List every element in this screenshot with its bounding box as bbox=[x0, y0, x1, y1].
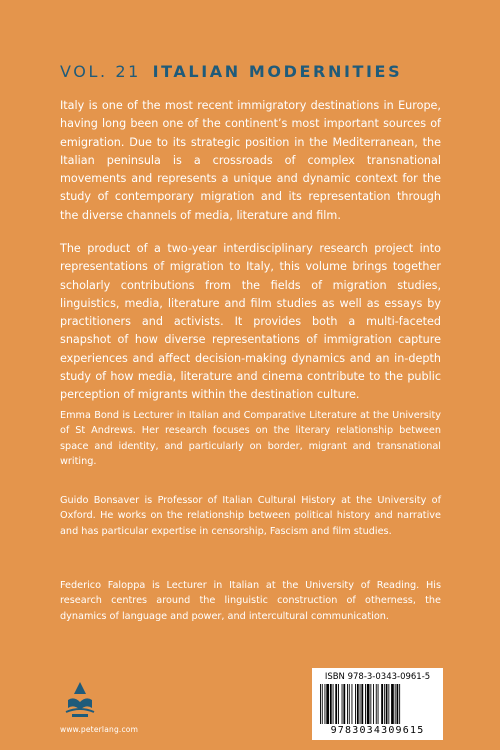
barcode-bar bbox=[361, 684, 363, 724]
barcode-bar bbox=[343, 684, 345, 724]
blurb-paragraph: The product of a two-year interdisciplinary research project into representations of migration to Italy, this volume brings together scholarly contributions from the fields of migration studies, linguistics, media, literature and film studies as well as essays by practitioners and activists. It provides both a multi-faceted snapshot of how diverse representations of immigration capture experiences and affect decision-making dynamics and an in-depth study of how media, literature and cinema contribute to the public perception of migrants within the destination culture. bbox=[60, 242, 441, 402]
barcode-bar bbox=[333, 684, 334, 724]
barcode-bar bbox=[326, 684, 329, 724]
barcode-bars bbox=[320, 684, 435, 724]
editor-bio: Emma Bond is Lecturer in Italian and Comparative Literature at the University of St Andrews. Her research focuses on the literary relationship between space and identity, and particularly on border, migrant and transnational writing. bbox=[60, 410, 441, 467]
ean-number: 9783034309615 bbox=[330, 725, 425, 736]
barcode-bar bbox=[352, 684, 353, 724]
barcode-bar bbox=[325, 684, 326, 724]
editor-bio: Guido Bonsaver is Professor of Italian Cultural History at the University of Oxford. He works on the relationship between political history and narrative and has particular expertise in censorship, Fascism and film studies. bbox=[60, 495, 441, 537]
barcode-bar bbox=[335, 684, 337, 724]
barcode-bar bbox=[381, 684, 383, 724]
volume-number: VOL. 21 bbox=[60, 62, 141, 81]
barcode-bar bbox=[399, 684, 400, 724]
publisher-url: www.peterlang.com bbox=[60, 725, 139, 734]
series-title: ITALIAN MODERNITIES bbox=[152, 62, 403, 81]
editor-bio: Federico Faloppa is Lecturer in Italian at the University of Reading. His research centres around the linguistic construction of otherness, the dynamics of language and power, and intercultural communication. bbox=[60, 580, 441, 622]
barcode-bar bbox=[357, 684, 359, 724]
barcode-bar bbox=[386, 684, 388, 724]
barcode-bar bbox=[330, 684, 332, 724]
barcode-bar bbox=[360, 684, 361, 724]
barcode-bar bbox=[349, 684, 350, 724]
barcode-bar bbox=[397, 684, 399, 724]
barcode-bar bbox=[320, 684, 321, 724]
barcode-bar bbox=[376, 684, 377, 724]
barcode-bar bbox=[388, 684, 389, 724]
barcode-bar bbox=[347, 684, 348, 724]
barcode bbox=[312, 668, 443, 740]
barcode-bar bbox=[373, 684, 374, 724]
blurb-paragraph: Italy is one of the most recent immigratory destinations in Europe, having long been one of the continent’s most important sources of emigration. Due to its strategic position in the Mediterranean, the Italian peninsula is a crossroads of complex transnational movements and represents a unique and dynamic context for the study of contemporary migration and its representation through the diverse channels of media, literature and film. bbox=[60, 99, 441, 222]
barcode-bar bbox=[370, 684, 371, 724]
barcode-bar bbox=[391, 684, 394, 724]
barcode-bar bbox=[378, 684, 379, 724]
series-header bbox=[60, 62, 460, 81]
barcode-bar bbox=[384, 684, 385, 724]
barcode-bar bbox=[342, 684, 343, 724]
barcode-bar bbox=[338, 684, 339, 724]
barcode-bar bbox=[365, 684, 366, 724]
barcode-bar bbox=[355, 684, 356, 724]
barcode-bar bbox=[322, 684, 323, 724]
peter-lang-logo-icon bbox=[60, 680, 100, 720]
barcode-bar bbox=[395, 684, 396, 724]
barcode-bar bbox=[367, 684, 370, 724]
isbn-label: ISBN 978-3-0343-0961-5 bbox=[324, 672, 431, 682]
